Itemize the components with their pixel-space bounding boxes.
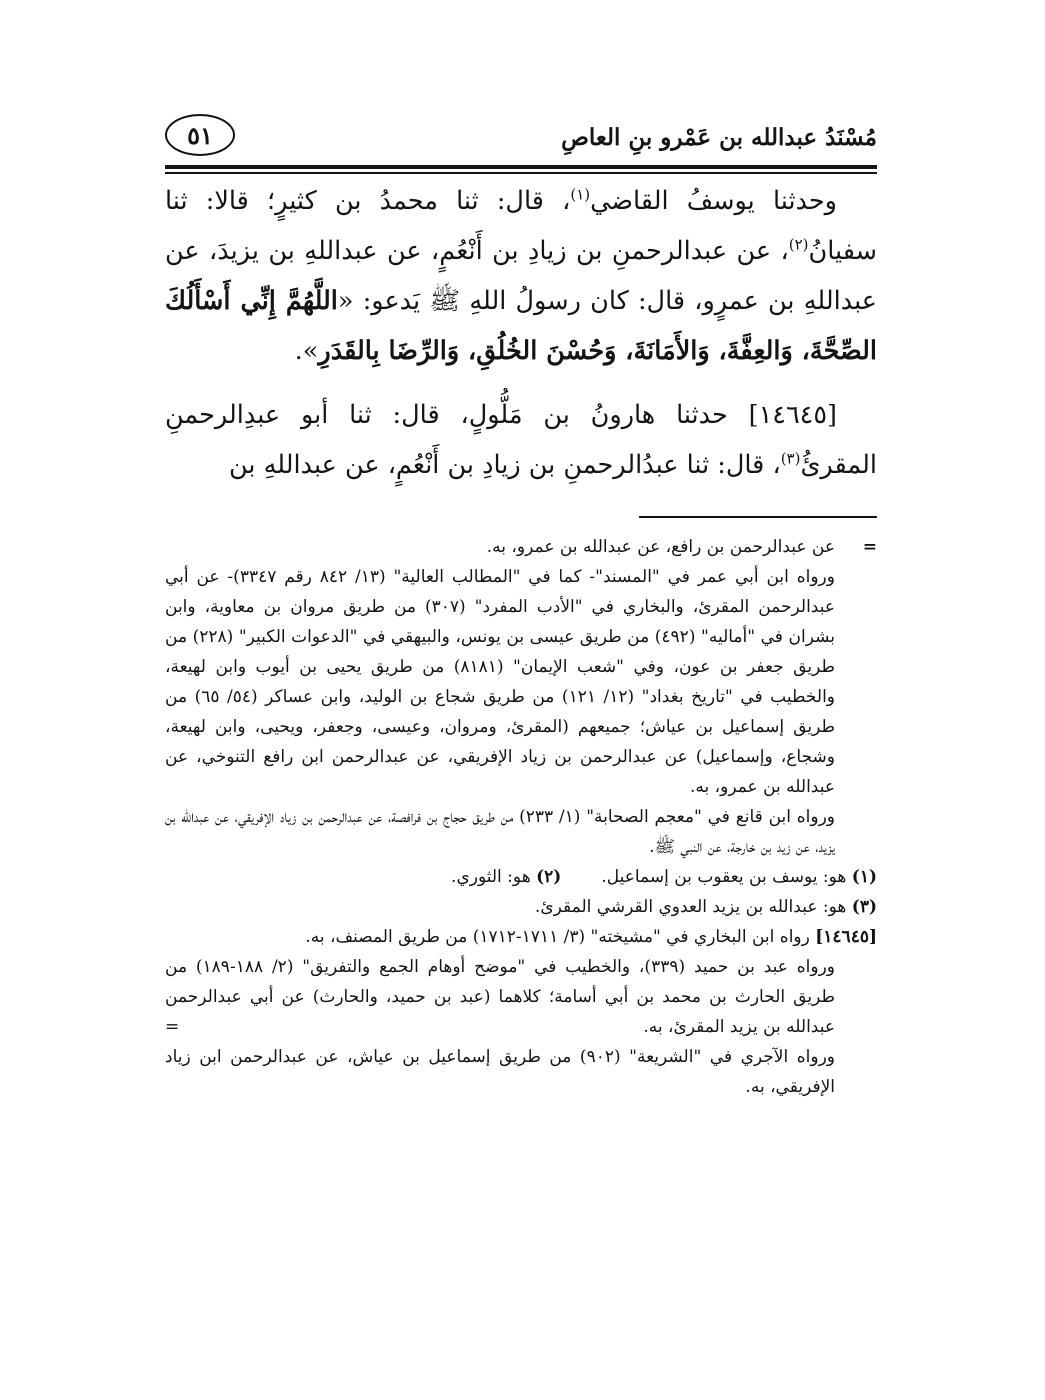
hadith-number-label: [١٤٦٤٥]	[815, 927, 877, 947]
footnote-1-and-2	[165, 862, 877, 892]
footnote-1-number: (١)	[851, 867, 877, 887]
prophetic-supplication: اللَّهُمَّ إِنِّي أَسْأَلُكَ الصِّحَّةَ، وَالعِفَّةَ، وَالأَمَانَةَ، وَحُسْنَ الخُلُقِ، وَالرِّضَا بِالقَدَرِ	[165, 286, 877, 366]
footnote-2-number: (٢)	[536, 867, 562, 887]
continuation-marker: =	[862, 537, 877, 557]
footnote-3-text: هو: عبدالله بن يزيد العدوي القرشي المقرئ.	[534, 897, 847, 917]
footnote-paragraph: ورواه الآجري في "الشريعة" (٩٠٢) من طريق إسماعيل بن عياش، عن عبدالرحمن ابن زياد الإفريقي، به.	[165, 1047, 835, 1097]
footnote-ref-1: (١)	[570, 185, 591, 204]
text-run: ، قال: ثنا عبدُالرحمنِ بن زيادِ بن أَنْعُمٍ، عن عبداللهِ بن	[228, 450, 781, 480]
continues-marker: =	[165, 1017, 180, 1037]
footnote-continuation	[165, 532, 877, 862]
document-page	[165, 112, 877, 1102]
text-run: وحدثنا يوسفُ القاضي	[590, 186, 837, 216]
takhrij-continuation	[165, 952, 877, 1102]
footnote-separator	[639, 516, 877, 518]
footnote-3	[165, 892, 877, 922]
text-run: ».	[294, 336, 319, 366]
header-rule-thick	[165, 165, 877, 169]
page-header	[165, 112, 877, 168]
footnote-ref-3: (٣)	[780, 449, 801, 468]
hadith-paragraph-1	[165, 176, 877, 376]
takhrij-text: رواه ابن البخاري في "مشيخته" (٣/ ١٧١١-١٧١٢) من طريق المصنف، به.	[305, 927, 810, 947]
footnote-paragraph: ورواه ابن أبي عمر في "المسند"- كما في "المطالب العالية" (١٣/ ٨٤٢ رقم ٣٣٤٧)- عن أبي عبدالرحمن المقرئ، والبخاري في "الأدب المفرد" (٣٠٧) من طريق مروان بن معاوية، وابن بشران في "أماليه" (٤٩٢) من طريق عيسى بن يونس، والبيهقي في "الدعوات الكبير" (٢٢٨) من طريق جعفر بن عون، وفي "شعب الإيمان" (٨١٨١) من طريق يحيى بن أيوب وابن لهيعة، والخطيب في "تاريخ بغداد" (١٢/ ١٢١) من طريق شجاع بن الوليد، وابن عساكر (٥٤/ ٦٥) من طريق إسماعيل بن عياش؛ جميعهم (المقرئ، ومروان، وعيسى، وجعفر، ويحيى، وابن لهيعة، وشجاع، وإسماعيل) عن عبدالرحمن بن زياد الإفريقي، عن عبدالرحمن ابن رافع التنوخي، عن عبدالله بن عمرو، به.	[165, 567, 836, 797]
hadith-paragraph-2	[165, 390, 877, 490]
main-text	[165, 176, 877, 490]
text-run: ، قال: ثنا محمدُ بن كثيرٍ؛ قالا: ثنا سفيانُ	[165, 186, 877, 266]
footnote-last-paragraph	[165, 1017, 835, 1102]
footnote-paragraph: ورواه ابن قانع في "معجم الصحابة" (١/ ٢٣٣) من طريق حجاج بن فرافصة، عن عبدالرحمن بن زياد الإفريقي، عن عبدالله بن يزيد، عن زيد بن خارجة، عن النبي ﷺ.	[165, 807, 836, 857]
text-run: ، عن عبدالرحمنِ بن زيادِ بن أَنْعُمٍ، عن عبداللهِ بن يزيدَ، عن عبداللهِ بن عمرٍو، قال: كان رسولُ اللهِ ﷺ يَدعو: «	[165, 236, 877, 316]
header-rule-thin	[165, 172, 877, 174]
takhrij-14645	[165, 922, 877, 952]
running-title: مُسْنَدُ عبدالله بن عَمْرو بنِ العاصِ	[561, 124, 877, 151]
footnote-line: عن عبدالرحمن بن رافع، عن عبدالله بن عمرو، به.	[486, 537, 835, 557]
footnotes	[165, 532, 877, 1102]
footnote-1-text: هو: يوسف بن يعقوب بن إسماعيل.	[601, 867, 847, 887]
footnote-2-text: هو: الثوري.	[451, 867, 531, 887]
footnote-3-number: (٣)	[851, 897, 877, 917]
footnote-ref-2: (٢)	[788, 235, 809, 254]
page-number: ٥١	[165, 114, 235, 156]
footnote-paragraph: ورواه عبد بن حميد (٣٣٩)، والخطيب في "موضح أوهام الجمع والتفريق" (٢/ ١٨٨-١٨٩) من طريق الحارث بن محمد بن أبي أسامة؛ كلاهما (عبد بن حميد، والحارث) عن أبي عبدالرحمن عبدالله بن يزيد المقرئ، به.	[165, 957, 835, 1037]
text-run: [١٤٦٤٥] حدثنا هارونُ بن مَلُّولٍ، قال: ثنا أبو عبدِالرحمنِ المقرئُ	[165, 400, 877, 480]
